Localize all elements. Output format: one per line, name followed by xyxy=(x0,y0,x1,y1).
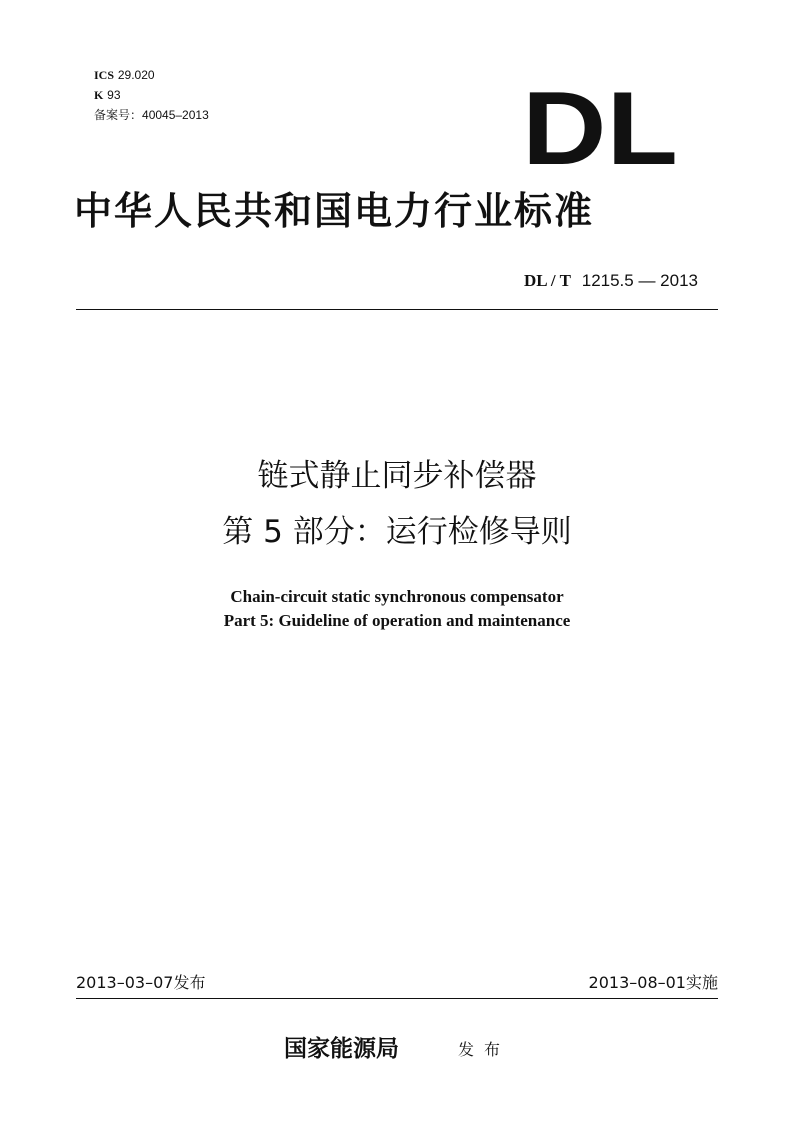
filing-label: 备案号： xyxy=(94,108,143,122)
title-cn-line2: 第 5 部分：运行检修导则 xyxy=(222,514,572,550)
title-cn-line1: 链式静止同步补偿器 xyxy=(257,458,537,494)
k-code xyxy=(94,88,121,102)
main-title: 中华人民共和国电力行业标准 xyxy=(74,188,595,233)
title-en-line2: Part 5: Guideline of operation and maintenance xyxy=(223,611,571,630)
bottom-divider xyxy=(76,998,718,999)
k-value: 93 xyxy=(107,88,121,102)
k-label: K xyxy=(94,88,104,102)
dl-logo xyxy=(520,84,680,166)
top-divider xyxy=(76,309,718,310)
ics-value: 29.020 xyxy=(117,68,155,82)
filing-number xyxy=(94,108,209,122)
issue-date: 2013–03–07发布 xyxy=(76,973,206,992)
filing-value: 40045–2013 xyxy=(142,108,209,122)
standard-code: 1215.5 — 2013 xyxy=(581,271,698,290)
publish-label: 发布 xyxy=(458,1040,511,1059)
standard-prefix: DL / T xyxy=(523,271,571,290)
ics-code xyxy=(94,68,155,82)
standard-number xyxy=(524,270,698,292)
dl-logo-text: DL xyxy=(522,84,678,166)
ics-label: ICS xyxy=(94,68,115,82)
title-en-line1: Chain-circuit static synchronous compensator xyxy=(230,587,564,606)
publisher-name: 国家能源局 xyxy=(284,1035,399,1062)
implementation-date: 2013–08–01实施 xyxy=(588,973,718,992)
